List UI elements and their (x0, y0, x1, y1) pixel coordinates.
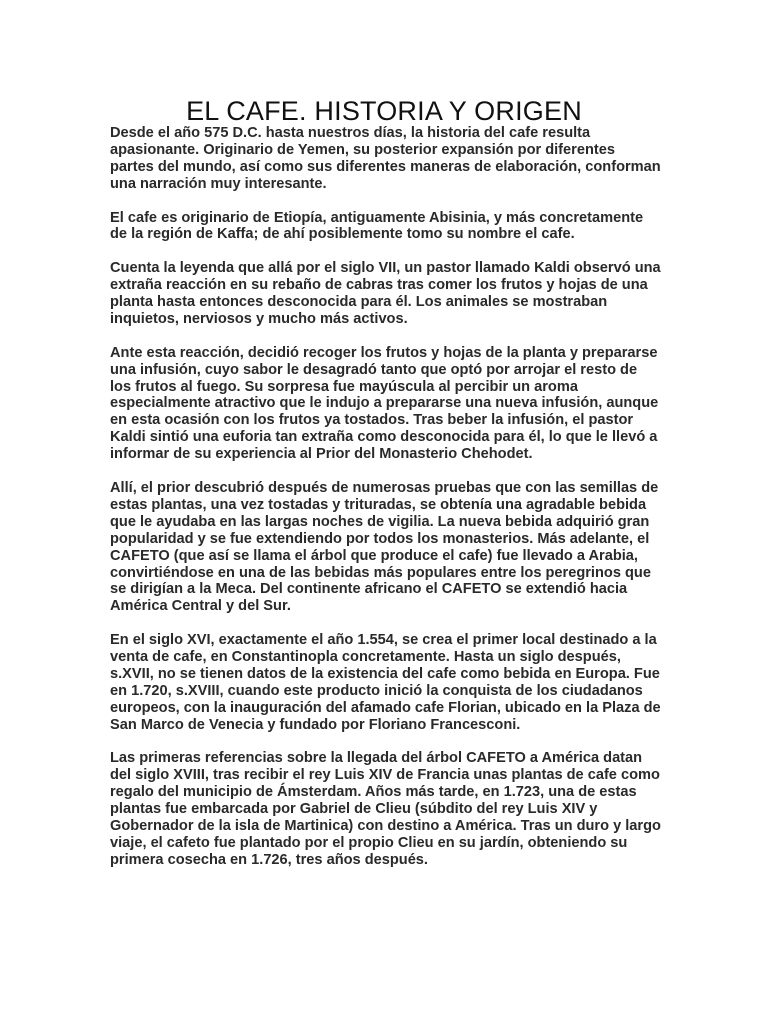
paragraph-4: Ante esta reacción, decidió recoger los frutos y hojas de la planta y prepararse una infusión, cuyo sabor le desagradó tanto que optó por arrojar el resto de los frutos al fuego. Su sorpresa fue mayúscula al percibir un aroma especialmente atractivo que le indujo a prepararse una nueva infusión, aunque en esta ocasión con los frutos ya tostados. Tras beber la infusión, el pastor Kaldi sintió una euforia tan extraña como desconocida para él, lo que le llevó a informar de su experiencia al Prior del Monasterio Chehodet. (110, 344, 659, 463)
paragraph-3: Cuenta la leyenda que allá por el siglo VII, un pastor llamado Kaldi observó una extraña reacción en su rebaño de cabras tras comer los frutos y hojas de una planta hasta entonces desconocida para él. Los animales se mostraban inquietos, nerviosos y mucho más activos. (110, 260, 661, 327)
paragraph-6: En el siglo XVI, exactamente el año 1.554, se crea el primer local destinado a la venta de cafe, en Constantinopla concretamente. Hasta un siglo después, s.XVII, no se tienen datos de la existencia del cafe como bebida en Europa. Fue en 1.720, s.XVIII, cuando este producto inició la conquista de los ciudadanos europeos, con la inauguración del afamado cafe Florian, ubicado en la Plaza de San Marco de Venecia y fundado por Floriano Francesconi. (110, 632, 661, 733)
paragraph-5: Allí, el prior descubrió después de numerosas pruebas que con las semillas de estas plantas, una vez tostadas y trituradas, se obtenía una agradable bebida que le ayudaba en las largas noches de vigilia. La nueva bebida adquirió gran popularidad y se fue extendiendo por todos los monasterios. Más adelante, el CAFETO (que así se llama el árbol que produce el cafe) fue llevado a Arabia, convirtiéndose en una de las bebidas más populares entre los peregrinos que se dirigían a la Meca. Del continente africano el CAFETO se extendió hacia América Central y del Sur. (110, 479, 659, 615)
paragraph-2: El cafe es originario de Etiopía, antiguamente Abisinia, y más concretamente de la región de Kaffa; de ahí posiblemente tomo su nombre el cafe. (110, 209, 644, 243)
document-body (110, 125, 662, 886)
paragraph-1: Desde el año 575 D.C. hasta nuestros días, la historia del cafe resulta apasionante. Originario de Yemen, su posterior expansión por diferentes partes del mundo, así como sus diferentes maneras de elaboración, conforman una narración muy interesante. (110, 125, 661, 192)
document-title: EL CAFE. HISTORIA Y ORIGEN (186, 96, 582, 126)
paragraph-7: Las primeras referencias sobre la llegada del árbol CAFETO a América datan del siglo XVIII, tras recibir el rey Luis XIV de Francia unas plantas de cafe como regalo del municipio de Ámsterdam. Años más tarde, en 1.723, una de estas plantas fue embarcada por Gabriel de Clieu (súbdito del rey Luis XIV y Gobernador de la isla de Martinica) con destino a América. Tras un duro y largo viaje, el cafeto fue plantado por el propio Clieu en su jardín, obteniendo su primera cosecha en 1.726, tres años después. (110, 750, 661, 868)
